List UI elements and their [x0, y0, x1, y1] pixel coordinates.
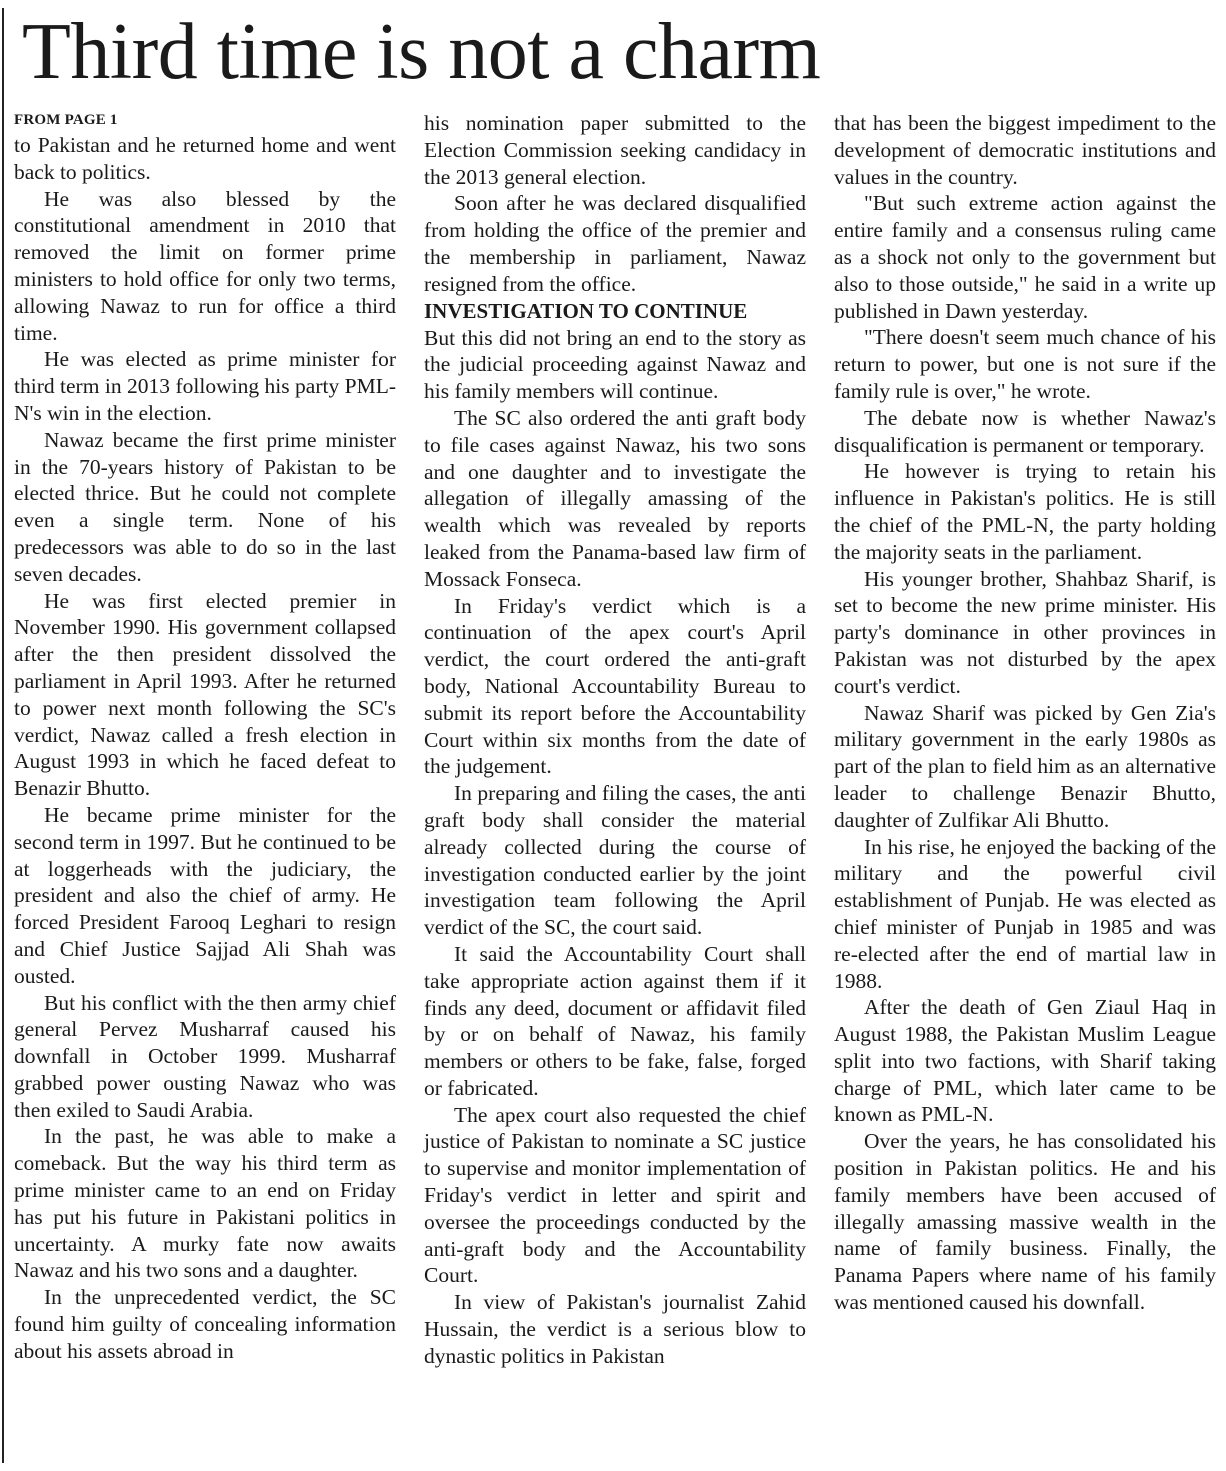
paragraph: The apex court also requested the chief justice of Pakistan to nominate a SC justice to supervise and monitor implementation of Friday's verdict in letter and spirit and oversee the proceedings conducted by the anti-graft body and the Accountability Court. [424, 1102, 806, 1288]
paragraph: The debate now is whether Nawaz's disqualification is permanent or temporary. [834, 405, 1216, 457]
paragraph: Nawaz Sharif was picked by Gen Zia's military government in the early 1980s as part of the plan to field him as an alternative leader to challenge Benazir Bhutto, daughter of Zulfikar Ali Bhutto. [834, 700, 1216, 832]
paragraph: He became prime minister for the second term in 1997. But he continued to be at loggerheads with the judiciary, the president and also the chief of army. He forced President Farooq Leghari to resign and Chief Justice Sajjad Ali Shah was ousted. [14, 802, 396, 988]
paragraph: But this did not bring an end to the story as the judicial proceeding against Nawaz and his family members will continue. [424, 325, 806, 404]
headline: Third time is not a charm [22, 8, 821, 96]
paragraph: It said the Accountability Court shall take appropriate action against them if it finds any deed, document or affidavit filed by or on behalf of Nawaz, his family members or others to be fake, false, forged or fabricated. [424, 941, 806, 1100]
paragraph: to Pakistan and he returned home and went back to politics. [14, 133, 396, 184]
section-subhead: INVESTIGATION TO CONTINUE [424, 298, 748, 323]
paragraph: He was first elected premier in November 1990. His government collapsed after the then president dissolved the parliament in April 1993. After he returned to power next month following the SC's verdict, Nawaz called a fresh election in August 1993 in which he faced defeat to Benazir Bhutto. [14, 588, 396, 801]
article-body [14, 110, 1216, 1460]
column-1 [14, 110, 396, 1365]
paragraph: In view of Pakistan's journalist Zahid Hussain, the verdict is a serious blow to dynastic politics in Pakistan [424, 1290, 806, 1368]
paragraph: In the unprecedented verdict, the SC found him guilty of concealing information about his assets abroad in [14, 1285, 396, 1363]
paragraph: his nomination paper submitted to the Election Commission seeking candidacy in the 2013 general election. [424, 111, 806, 189]
paragraph: In his rise, he enjoyed the backing of the military and the powerful civil establishment of Punjab. He was elected as chief minister of Punjab in 1985 and was re-elected after the end of martial law in 1988. [834, 834, 1216, 993]
paragraph: The SC also ordered the anti graft body to file cases against Nawaz, his two sons and one daughter and to investigate the allegation of illegally amassing of the wealth which was revealed by reports leaked from the Panama-based law firm of Mossack Fonseca. [424, 405, 806, 591]
paragraph: In the past, he was able to make a comeback. But the way his third term as prime minister came to an end on Friday has put his future in Pakistani politics in uncertainty. A murky fate now awaits Nawaz and his two sons and a daughter. [14, 1124, 396, 1283]
paragraph: But his conflict with the then army chief general Pervez Musharraf caused his downfall in October 1999. Musharraf grabbed power ousting Nawaz who was then exiled to Saudi Arabia. [14, 990, 396, 1122]
paragraph: In preparing and filing the cases, the anti graft body shall consider the material already collected during the course of investigation conducted earlier by the joint investigation team following the April verdict of the SC, the court said. [424, 781, 806, 940]
left-column-rule [2, 8, 4, 1463]
column-3 [834, 110, 1216, 1316]
paragraph: Over the years, he has consolidated his position in Pakistan politics. He and his family members have been accused of illegally amassing massive wealth in the name of family business. Finally, the Panama Papers where name of his family was mentioned caused his downfall. [834, 1129, 1216, 1315]
paragraph: Soon after he was declared disqualified from holding the office of the premier and the membership in parliament, Nawaz resigned from the office. [424, 191, 806, 296]
paragraph: "But such extreme action against the entire family and a consensus ruling came as a shock not only to the government but also to those outside," he said in a write up published in Dawn yesterday. [834, 191, 1216, 323]
continued-from-label: FROM PAGE 1 [14, 112, 118, 128]
paragraph: "There doesn't seem much chance of his return to power, but one is not sure if the family rule is over," he wrote. [834, 325, 1216, 403]
paragraph: that has been the biggest impediment to the development of democratic institutions and values in the country. [834, 111, 1216, 189]
paragraph: After the death of Gen Ziaul Haq in August 1988, the Pakistan Muslim League split into two factions, with Sharif taking charge of PML, which later came to be known as PML-N. [834, 995, 1216, 1127]
paragraph: He however is trying to retain his influence in Pakistan's politics. He is still the chief of the PML-N, the party holding the majority seats in the parliament. [834, 459, 1216, 564]
paragraph: In Friday's verdict which is a continuation of the apex court's April verdict, the court ordered the anti-graft body, National Accountability Bureau to submit its report before the Accountability Court within six months from the date of the judgement. [424, 593, 806, 779]
column-2 [424, 110, 806, 1370]
paragraph: Nawaz became the first prime minister in the 70-years history of Pakistan to be elected thrice. But he could not complete even a single term. None of his predecessors was able to do so in the last seven decades. [14, 427, 396, 586]
paragraph: His younger brother, Shahbaz Sharif, is set to become the new prime minister. His party's dominance in other provinces in Pakistan was not disturbed by the apex court's verdict. [834, 566, 1216, 698]
paragraph: He was also blessed by the constitutional amendment in 2010 that removed the limit on former prime ministers to hold office for only two terms, allowing Nawaz to run for office a third time. [14, 186, 396, 345]
paragraph: He was elected as prime minister for third term in 2013 following his party PML-N's win in the election. [14, 347, 396, 425]
